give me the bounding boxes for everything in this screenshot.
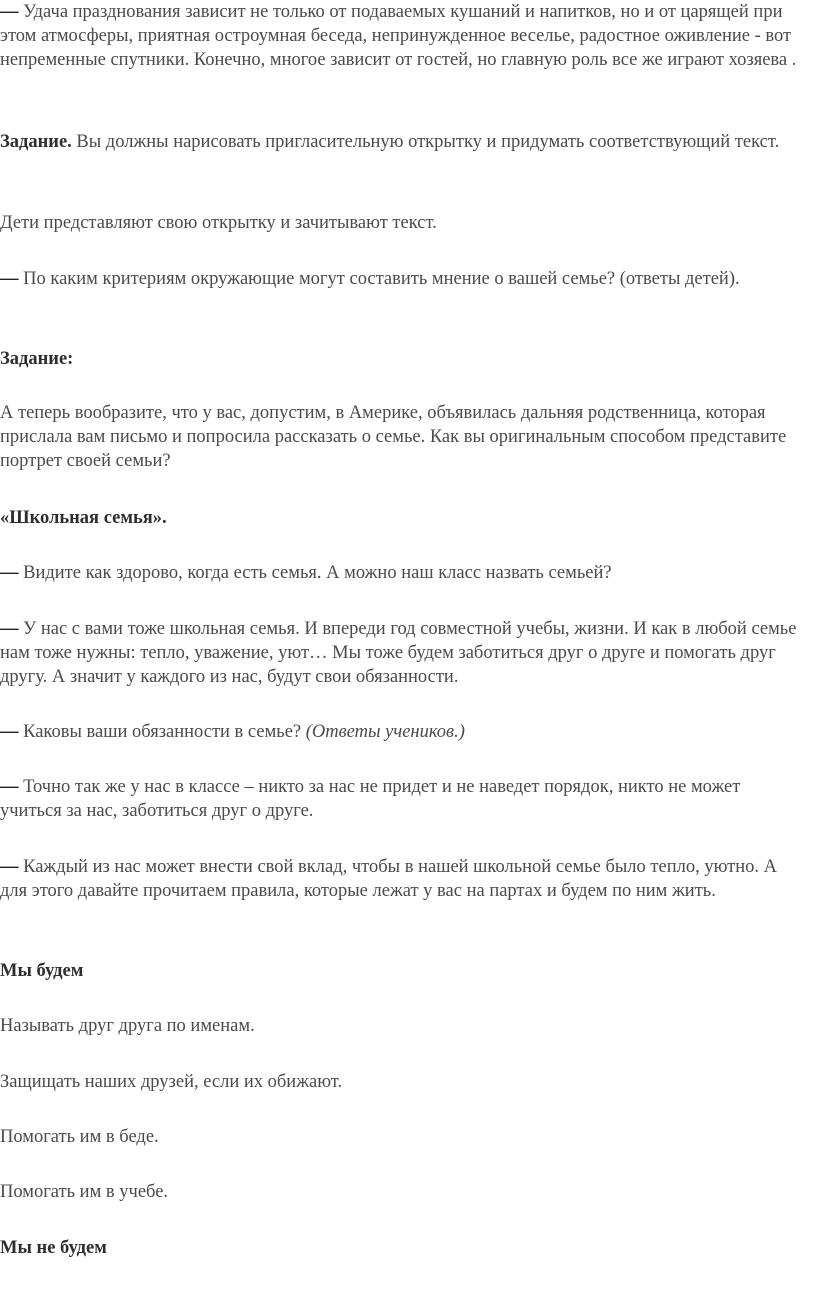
paragraph-contribution-rules (0, 855, 806, 903)
paragraph-text: По каким критериям окружающие могут составить мнение о вашей семье? (ответы детей). (18, 269, 740, 289)
paragraph-family-criteria-question (0, 267, 806, 291)
task-label: Задание. (0, 132, 72, 152)
paragraph-text: Видите как здорово, когда есть семья. А можно наш класс назвать семьей? (18, 563, 612, 583)
paragraph-text: Каковы ваши обязанности в семье? (18, 722, 306, 742)
heading-task: Задание: (0, 349, 74, 369)
dash-marker: — (0, 857, 19, 877)
paragraph-text: У нас с вами тоже школьная семья. И впереди год совместной учебы, жизни. И как в любой семье нам тоже нужны: тепло, уважение, уют… Мы тоже будем заботиться друг о друге и помогать друг другу. А значит у каждого из нас, будут свои обязанности. (0, 619, 797, 687)
dash-marker: — (0, 619, 19, 639)
paragraph-task-invitation-card (0, 130, 806, 154)
dash-marker: — (0, 2, 19, 22)
paragraph-text: Вы должны нарисовать пригласительную открытку и придумать соответствующий текст. (71, 132, 780, 152)
paragraph-classroom-order (0, 775, 806, 823)
dash-marker: — (0, 722, 19, 742)
rule-protect-friends: Защищать наших друзей, если их обижают. (0, 1072, 343, 1092)
paragraph-school-family-year (0, 617, 806, 689)
heading-we-will-not: Мы не будем (0, 1238, 107, 1258)
paragraph-children-present: Дети представляют свою открытку и зачитывают текст. (0, 213, 437, 233)
paragraph-text: Удача празднования зависит не только от подаваемых кушаний и напитков, но и от царящей при этом атмосферы, приятная остроумная беседа, непринужденное веселье, радостное оживление - вот непременные спутники. Конечно, многое зависит от гостей, но главную роль все же играют хозяева . (0, 2, 797, 70)
paragraph-text: Каждый из нас может внести свой вклад, чтобы в нашей школьной семье было тепло, уютно. А для этого давайте прочитаем правила, которые лежат у вас на партах и будем по ним жить. (0, 857, 778, 901)
paragraph-family-duties-question (0, 720, 806, 744)
rule-help-in-study: Помогать им в учебе. (0, 1182, 169, 1202)
dash-marker: — (0, 269, 19, 289)
paragraph-class-as-family (0, 561, 806, 585)
dash-marker: — (0, 777, 19, 797)
dash-marker: — (0, 563, 19, 583)
heading-we-will: Мы будем (0, 961, 84, 981)
student-answers-note: (Ответы учеников.) (305, 722, 465, 742)
paragraph-american-relative: А теперь вообразите, что у вас, допустим, в Америке, объявилась дальняя родственница, которая прислала вам письмо и попросила рассказать о семье. Как вы оригинальным способом представите портрет своей семьи? (0, 403, 787, 471)
rule-help-in-trouble: Помогать им в беде. (0, 1127, 159, 1147)
paragraph-celebration-success (0, 0, 806, 72)
paragraph-text: Точно так же у нас в классе – никто за нас не придет и не наведет порядок, никто не может учиться за нас, заботиться друг о друге. (0, 777, 741, 821)
rule-call-by-names: Называть друг друга по именам. (0, 1016, 255, 1036)
heading-school-family: «Школьная семья». (0, 508, 167, 528)
